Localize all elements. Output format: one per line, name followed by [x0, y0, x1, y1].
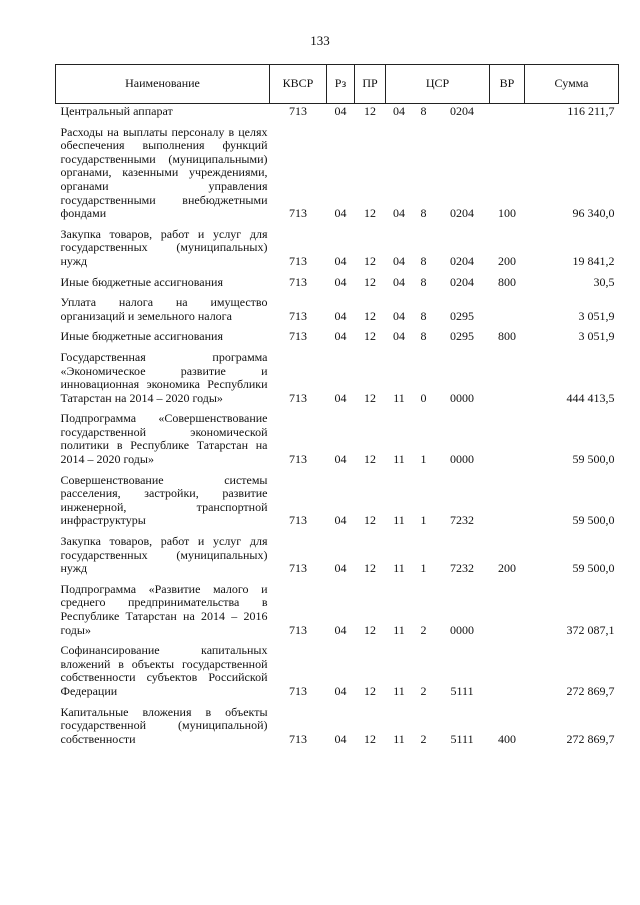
- table-row: [56, 706, 619, 747]
- header-name: Наименование: [56, 65, 270, 104]
- cell-vr: 200: [498, 253, 517, 268]
- cell-sum: 59 500,0: [572, 452, 615, 467]
- cell-csr-subprogram: 8: [420, 253, 427, 268]
- cell-sum: 59 500,0: [572, 561, 615, 576]
- cell-vr: 800: [498, 274, 517, 289]
- cell-csr-subprogram: 8: [420, 206, 427, 221]
- cell-pr: 12: [364, 513, 376, 528]
- cell-sum: 59 500,0: [572, 513, 615, 528]
- cell-name: Иные бюджетные ассигнования: [60, 329, 223, 344]
- cell-pr: 12: [364, 274, 376, 289]
- cell-kvsr: 713: [289, 104, 307, 118]
- table-row: [56, 351, 619, 405]
- table-row: [56, 296, 619, 323]
- cell-vr: [490, 104, 525, 119]
- header-vr: ВР: [490, 65, 525, 104]
- cell-csr-subprogram: 8: [420, 104, 427, 118]
- cell-kvsr: 713: [289, 513, 307, 528]
- cell-pr: 12: [364, 452, 376, 467]
- cell-rz: 04: [334, 308, 347, 323]
- cell-kvsr: 713: [289, 452, 307, 467]
- cell-csr-direction: 0000: [450, 622, 474, 637]
- cell-rz: 04: [334, 206, 347, 221]
- cell-vr: 100: [498, 206, 517, 221]
- cell-kvsr: 713: [289, 561, 307, 576]
- table-row: [56, 583, 619, 637]
- cell-sum: 372 087,1: [566, 622, 615, 637]
- cell-name: Уплата налога на имущество организаций и земельного налога: [60, 295, 268, 323]
- cell-name: Государственная программа «Экономическое развитие и инновационная экономика Республики Татарстан на 2014 – 2020 годы»: [60, 349, 268, 405]
- cell-pr: 12: [364, 308, 376, 323]
- cell-rz: 04: [334, 561, 347, 576]
- budget-table: [55, 64, 619, 746]
- cell-csr-subprogram: 8: [420, 329, 427, 344]
- cell-csr-program: 04: [393, 206, 405, 221]
- cell-csr-program: 11: [393, 561, 405, 576]
- cell-csr-program: 11: [393, 622, 405, 637]
- cell-rz: 04: [334, 513, 347, 528]
- cell-csr-direction: 0204: [450, 274, 474, 289]
- cell-pr: 12: [364, 104, 376, 118]
- cell-csr-program: 11: [393, 452, 405, 467]
- cell-vr: [490, 351, 525, 405]
- cell-sum: 272 869,7: [566, 731, 615, 746]
- cell-vr: [490, 296, 525, 323]
- cell-name: Подпрограмма «Совершенствование государственной экономической политики в Республике Татарстан на 2014 – 2020 годы»: [60, 411, 268, 467]
- cell-pr: 12: [364, 329, 376, 344]
- cell-name: Закупка товаров, работ и услуг для государственных (муниципальных) нужд: [60, 226, 268, 268]
- cell-kvsr: 713: [289, 253, 307, 268]
- cell-sum: 116 211,7: [567, 104, 615, 118]
- cell-vr: [490, 412, 525, 466]
- cell-csr-direction: 7232: [450, 561, 474, 576]
- cell-kvsr: 713: [289, 329, 307, 344]
- cell-name: Совершенствование системы расселения, застройки, развитие инженерной, транспортной инфраструктуры: [60, 472, 268, 528]
- cell-name: Иные бюджетные ассигнования: [60, 274, 223, 289]
- cell-vr: [490, 583, 525, 637]
- cell-kvsr: 713: [289, 683, 307, 698]
- table-row: [56, 104, 619, 119]
- header-rz: Рз: [327, 65, 355, 104]
- cell-rz: 04: [334, 683, 347, 698]
- cell-sum: 3 051,9: [578, 308, 615, 323]
- cell-csr-program: 04: [393, 253, 405, 268]
- cell-csr-program: 04: [393, 329, 405, 344]
- cell-kvsr: 713: [289, 274, 307, 289]
- cell-csr-direction: 0204: [450, 104, 474, 118]
- cell-sum: 3 051,9: [578, 329, 615, 344]
- cell-sum: 19 841,2: [572, 253, 615, 268]
- cell-csr-direction: 0000: [450, 452, 474, 467]
- cell-csr-program: 04: [393, 104, 405, 118]
- table-row: [56, 644, 619, 698]
- table-row: [56, 330, 619, 344]
- cell-csr-program: 11: [393, 683, 405, 698]
- cell-kvsr: 713: [289, 622, 307, 637]
- header-sum: Сумма: [525, 65, 619, 104]
- cell-pr: 12: [364, 206, 376, 221]
- cell-kvsr: 713: [289, 206, 307, 221]
- cell-rz: 04: [334, 452, 347, 467]
- cell-csr-subprogram: 2: [420, 622, 427, 637]
- cell-pr: 12: [364, 731, 376, 746]
- cell-sum: 30,5: [593, 274, 615, 289]
- cell-kvsr: 713: [289, 308, 307, 323]
- cell-name: Капитальные вложения в объекты государственной (муниципальной) собственности: [60, 704, 268, 746]
- table-row: [56, 412, 619, 466]
- cell-pr: 12: [364, 561, 376, 576]
- table-header: [56, 65, 619, 104]
- header-csr: ЦСР: [386, 65, 490, 104]
- cell-csr-direction: 7232: [450, 513, 474, 528]
- cell-name: Софинансирование капитальных вложений в объекты государственной собственности субъектов Российской Федерации: [60, 643, 268, 698]
- cell-csr-subprogram: 0: [420, 390, 427, 405]
- cell-csr-subprogram: 8: [420, 274, 427, 289]
- cell-vr: 800: [498, 329, 517, 344]
- cell-rz: 04: [334, 390, 347, 405]
- cell-rz: 04: [334, 329, 347, 344]
- table-body: [56, 104, 619, 747]
- cell-csr-subprogram: 2: [420, 683, 427, 698]
- cell-csr-subprogram: 1: [420, 452, 427, 467]
- cell-rz: 04: [334, 731, 347, 746]
- table-row: [56, 474, 619, 528]
- cell-vr: [490, 474, 525, 528]
- cell-sum: 272 869,7: [566, 683, 615, 698]
- cell-csr-subprogram: 1: [420, 513, 427, 528]
- cell-vr: 200: [498, 561, 517, 576]
- cell-csr-program: 04: [393, 274, 405, 289]
- table-row: [56, 276, 619, 290]
- cell-csr-direction: 5111: [450, 683, 474, 698]
- cell-csr-subprogram: 1: [420, 561, 427, 576]
- cell-name: Расходы на выплаты персоналу в целях обеспечения выполнения функций государственными (муниципальными) органами, казенными учреждениями, органами управления государственными внебюджетными фондами: [60, 124, 268, 221]
- table-row: [56, 535, 619, 576]
- page-number: 133: [310, 33, 330, 48]
- cell-rz: 04: [334, 253, 347, 268]
- cell-vr: [490, 644, 525, 698]
- cell-rz: 04: [334, 622, 347, 637]
- cell-sum: 96 340,0: [572, 206, 615, 221]
- cell-pr: 12: [364, 622, 376, 637]
- table-row: [56, 126, 619, 221]
- cell-rz: 04: [334, 104, 347, 118]
- cell-csr-program: 11: [393, 390, 405, 405]
- cell-vr: 400: [498, 731, 517, 746]
- cell-name: Центральный аппарат: [60, 104, 173, 118]
- cell-kvsr: 713: [289, 390, 307, 405]
- cell-csr-direction: 0295: [450, 308, 474, 323]
- cell-csr-subprogram: 8: [420, 308, 427, 323]
- cell-csr-program: 04: [393, 308, 405, 323]
- cell-csr-subprogram: 2: [420, 731, 427, 746]
- table-row: [56, 228, 619, 269]
- cell-csr-direction: 0295: [450, 329, 474, 344]
- cell-rz: 04: [334, 274, 347, 289]
- cell-csr-direction: 0204: [450, 206, 474, 221]
- cell-csr-direction: 0204: [450, 253, 474, 268]
- header-kvsr: КВСР: [270, 65, 327, 104]
- cell-sum: 444 413,5: [566, 390, 615, 405]
- cell-pr: 12: [364, 683, 376, 698]
- cell-pr: 12: [364, 253, 376, 268]
- cell-name: Закупка товаров, работ и услуг для государственных (муниципальных) нужд: [60, 534, 268, 576]
- cell-pr: 12: [364, 390, 376, 405]
- cell-csr-direction: 0000: [450, 390, 474, 405]
- cell-name: Подпрограмма «Развитие малого и среднего предпринимательства в Республике Татарстан на 2014 – 2016 годы»: [60, 581, 268, 637]
- cell-csr-program: 11: [393, 731, 405, 746]
- cell-csr-direction: 5111: [450, 731, 474, 746]
- cell-csr-program: 11: [393, 513, 405, 528]
- header-pr: ПР: [355, 65, 386, 104]
- cell-kvsr: 713: [289, 731, 307, 746]
